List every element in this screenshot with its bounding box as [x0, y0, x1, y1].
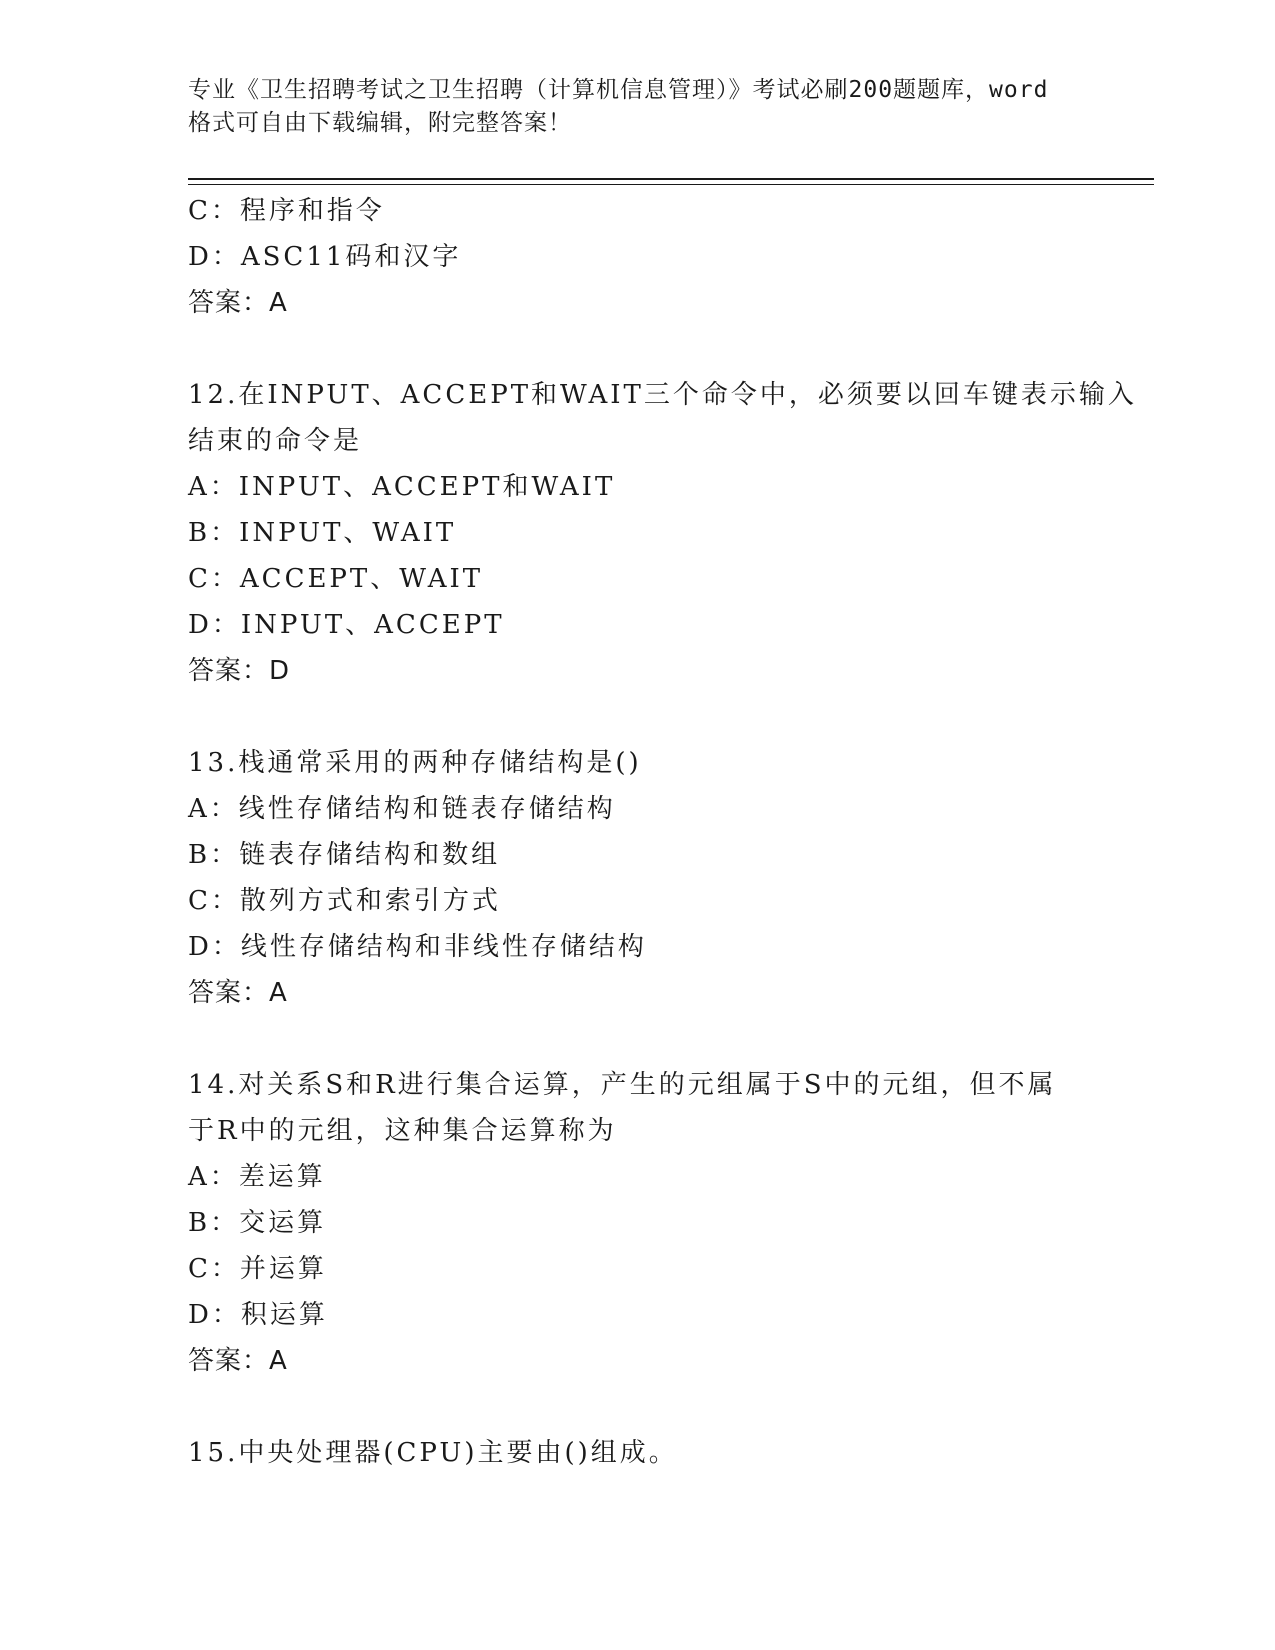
option-d: D：INPUT、ACCEPT	[188, 610, 505, 640]
answer-line: 答案：A	[188, 288, 288, 318]
option-c: C：程序和指令	[188, 196, 385, 226]
option-c: C：ACCEPT、WAIT	[188, 564, 484, 594]
option-d: D：线性存储结构和非线性存储结构	[188, 932, 647, 962]
option-b: B：交运算	[188, 1208, 327, 1238]
question-block	[188, 372, 1137, 694]
header-line-1: 专业《卫生招聘考试之卫生招聘（计算机信息管理）》考试必刷200题题库，word	[188, 77, 1049, 103]
option-b: B：INPUT、WAIT	[188, 518, 457, 548]
option-d: D：ASC11码和汉字	[188, 242, 462, 272]
spacer	[188, 694, 1088, 740]
option-a: A：INPUT、ACCEPT和WAIT	[188, 472, 616, 502]
spacer	[188, 1016, 1088, 1062]
answer-line: 答案：A	[188, 1346, 288, 1376]
spacer	[188, 326, 1088, 372]
question-stem: 于R中的元组，这种集合运算称为	[188, 1116, 617, 1146]
question-stem: 15.中央处理器(CPU)主要由()组成。	[188, 1438, 678, 1468]
option-d: D：积运算	[188, 1300, 328, 1330]
answer-line: 答案：A	[188, 978, 288, 1008]
question-stem: 13.栈通常采用的两种存储结构是()	[188, 748, 642, 778]
header-divider-thick	[188, 178, 1154, 180]
question-block	[188, 740, 1088, 1016]
question-block	[188, 1430, 1088, 1476]
option-a: A：线性存储结构和链表存储结构	[188, 794, 616, 824]
document-header	[188, 74, 1108, 140]
question-stem: 结束的命令是	[188, 426, 363, 456]
answer-line: 答案：D	[188, 656, 291, 686]
spacer	[188, 1384, 1088, 1430]
question-block	[188, 1062, 1088, 1384]
header-divider-thin	[188, 184, 1154, 185]
question-stem: 14.对关系S和R进行集合运算，产生的元组属于S中的元组，但不属	[188, 1070, 1057, 1100]
option-c: C：散列方式和索引方式	[188, 886, 501, 916]
option-b: B：链表存储结构和数组	[188, 840, 501, 870]
question-stem: 12.在INPUT、ACCEPT和WAIT三个命令中，必须要以回车键表示输入	[188, 380, 1137, 410]
question-content	[188, 188, 1137, 1476]
header-line-2: 格式可自由下载编辑，附完整答案！	[188, 110, 572, 136]
option-c: C：并运算	[188, 1254, 327, 1284]
option-a: A：差运算	[188, 1162, 326, 1192]
